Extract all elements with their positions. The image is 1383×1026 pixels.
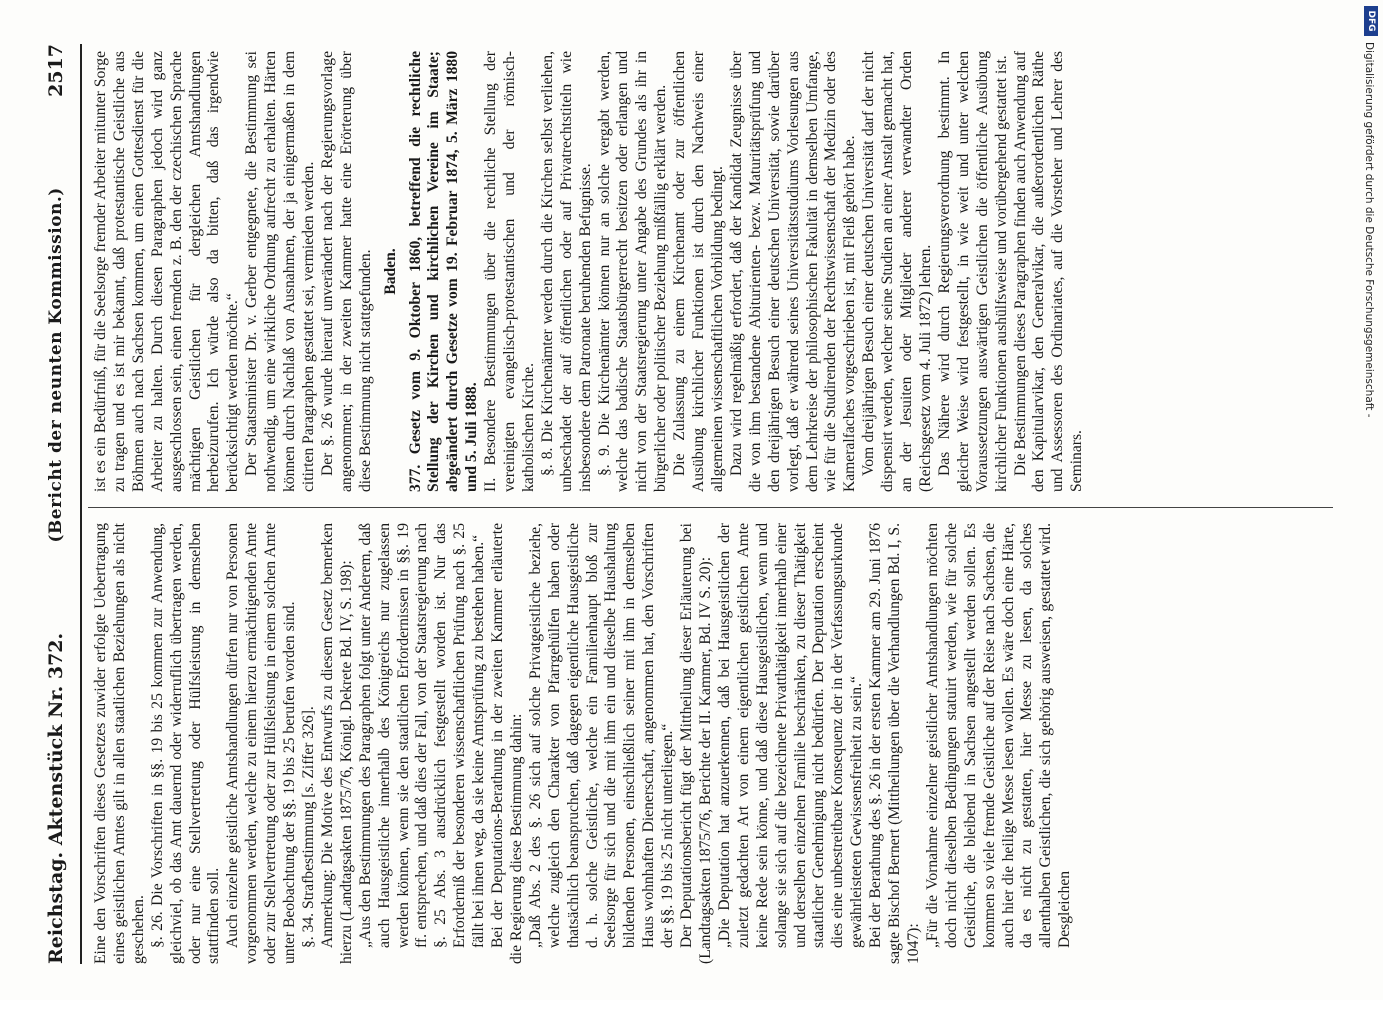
law-title: 377. Gesetz vom 9. Oktober 1860, betreffend die rechtliche Stellung der Kirchen und kirchlichen Vereine im Staate; abgeändert durch Gesetze vom 19. Februar 1874, 5. März 1880 und 5. Juli 1888. (406, 51, 481, 492)
paragraph: Dazu wird regelmäßig erfordert, daß der Kandidat Zeugnisse über die von ihm bestandene Abiturienten- bezw. Maturitätsprüfung und den dreijährigen Besuch einer deutschen Universität, sowie darüber vorlegt, daß er während seines Universitätsstudiums Vorlesungen aus dem Lehrkreise der philosophischen Fakultät in demselben Umfange, wie für die Studirenden der Rechtswissenschaft der Medizin oder des Kameralfaches vorgeschrieben ist, mit Fleiß gehört habe. (727, 51, 859, 492)
digitization-credit (1361, 42, 1377, 1026)
paragraph: Der Staatsminister Dr. v. Gerber entgegnete, die Bestimmung sei nothwendig, um eine wirkliche Ordnung aufrecht zu erhalten. Härten können durch Nachlaß von Ausnahmen, der ja einigermaßen in dem citirten Paragraphen gestattet sei, vermieden werden. (243, 51, 317, 492)
paragraph: Der §. 26 wurde hierauf unverändert nach der Regierungsvorlage angenommen; in der zweiten Kammer hatte eine Erörterung über diese Bestimmung nicht stattgefunden. (318, 51, 374, 492)
paragraph: Vom dreijährigen Besuch einer deutschen Universität darf der nicht dispensirt werden, welcher seine Studien an einer Anstalt gemacht hat, an der Jesuiten oder Mitglieder anderer verwandter Orden (Reichsgesetz vom 4. Juli 1872) lehren. (860, 51, 934, 492)
dfg-logo: DFG (1364, 6, 1378, 36)
header-rule (80, 44, 82, 964)
section-heading: Baden. (381, 248, 399, 295)
quote-paragraph: „Die Deputation hat anzuerkennen, daß bei Hausgeistlichen der zuletzt gedachten Art von einem eigentlichen geistlichen Amte keine Rede sein könne, und daß diese Hausgeistlichen, wenn und solange sie sich auf die bezeichnete Privatthätigkeit innerhalb einer und derselben einzelnen Familie beschränken, zu dieser Thätigkeit staatlicher Genehmigung nicht bedürfen. Der Deputation erscheint dies eine unbestreitbare Konsequenz der in der Verfassungsurkunde gewährleisteten Gewissensfreiheit zu sein.“ (715, 523, 866, 948)
quote-paragraph: „Daß Abs. 2 des §. 26 sich auf solche Privatgeistliche beziehe, welche zugleich den Charakter von Pfarrgehülfen haben oder thatsächlich beanspruchen, daß dagegen eigentliche Hausgeistliche d. h. solche Geistliche, welche ein Familienhaupt bloß zur Seelsorge für sich und die mit ihm ein und dieselbe Haushaltung bildenden Personen, einschließlich seiner mit ihm in demselben Haus wohnhaften Dienerschaft, angenommen hat, den Vorschriften der §§. 19 bis 25 nicht unterliegen.“ (526, 523, 677, 948)
paragraph: Das Nähere wird durch Regierungsverordnung bestimmt. In gleicher Weise wird festgestellt, in wie weit und unter welchen Voraussetzungen auswärtigen Geistlichen die öffentliche Ausübung kirchlicher Funktionen aushülfsweise und vorübergehend gestattet ist. (935, 51, 1010, 492)
paragraph: §. 8. Die Kirchenämter werden durch die Kirchen selbst verliehen, unbeschadet der auf öffentlichen oder auf Privatrechtstiteln wie insbesondere dem Patronate beruhenden Befugnisse. (538, 51, 594, 492)
paragraph: Auch einzelne geistliche Amtshandlungen dürfen nur von Personen vorgenommen werden, welche zu einem hierzu ermächtigenden Amte oder zur Stellvertretung oder zur Hülfsleistung in einem solchen Amte unter Beobachtung der §§. 19 bis 25 berufen worden sind. (224, 523, 299, 964)
left-column (92, 523, 1075, 964)
quote-paragraph: „Für die Vornahme einzelner geistlicher Amtshandlungen möchten doch nicht dieselben Bedingungen statuirt werden, wie für solche Geistliche, die bleibend in Sachsen angestellt werden sollen. Es kommen so viele fremde Geistliche auf der Reise nach Sachsen, die auch hier die heilige Messe lesen wollen. Es wäre doch eine Härte, da es nicht zu gestatten, hier Messe zu lesen, da solches allenthalben Geistlichen, die sich gehörig ausweisen, gestattet wird. Desgleichen (923, 523, 1074, 948)
paragraph: Eine den Vorschriften dieses Gesetzes zuwider erfolgte Uebertragung eines geistlichen Amtes gilt in allen staatlichen Beziehungen als nicht geschehen. (92, 523, 147, 964)
header-center: (Bericht der neunten Kommission.) (46, 187, 66, 543)
paragraph: Die Bestimmungen dieses Paragraphen finden auch Anwendung auf den Kapitularvikar, den Generalvikar, die außerordentlichen Räthe und Assessoren des Ordinariates, auf die Vorsteher und Lehrer des Seminars. (1011, 51, 1086, 492)
rotated-text-block (36, 44, 1348, 964)
column-separator (88, 507, 1333, 508)
paragraph: §. 34. Strafbestimmung [s. Ziffer 326]. (299, 706, 317, 948)
page-header (36, 44, 76, 964)
paragraph: ist es ein Bedürfniß, für die Seelsorge fremder Arbeiter mitunter Sorge zu tragen und es ist mir bekannt, daß protestantische Geistliche aus Böhmen auch nach Sachsen kommen, um einen Gottesdienst für die Arbeiter zu halten. Durch diesen Paragraphen jedoch wird ganz ausgeschlossen sein, einen fremden z. B. den der czechischen Sprache mächtigen Geistlichen für dergleichen Amtshandlungen herbeizurufen. Ich würde also da bitten, daß das irgendwie berücksichtigt werden möchte.“ (92, 51, 242, 492)
page-number: 2517 (45, 44, 67, 97)
paragraph: §. 9. Die Kirchenämter können nur an solche vergabt werden, welche das badische Staatsbürgerrecht besitzen oder erlangen und nicht von der Staatsregierung unter Angabe des Grundes als ihr in bürgerlicher oder politischer Beziehung mißfällig erklärt werden. (595, 51, 670, 492)
quote-paragraph: „Aus den Bestimmungen des Paragraphen folgt unter Anderem, daß auch Hausgeistliche innerhalb des Königreichs nur zugelassen werden können, wenn sie den staatlichen Erfordernissen in §§. 19 ff. entsprechen, und daß dies der Fall, von der Staatsregierung nach §. 25 Abs. 3 ausdrücklich festgestellt worden ist. Nur das Erforderniß der besonderen wissenschaftlichen Prüfung nach §. 25 fällt bei ihnen weg, da sie keine Amtsprüfung zu bestehen haben.“ (356, 523, 488, 948)
paragraph: Die Zulassung zu einem Kirchenamt oder zur öffentlichen Ausübung kirchlicher Funktionen ist durch den Nachweis einer allgemeinen wissenschaftlichen Vorbildung bedingt. (671, 51, 726, 492)
paragraph: Anmerkung: Die Motive des Entwurfs zu diesem Gesetz bemerken hierzu (Landtagsakten 1875/76, Königl. Dekrete Bd. IV, S. 198): (318, 523, 355, 964)
paragraph: Bei der Deputations-Berathung in der zweiten Kammer erläuterte die Regierung diese Bestimmung dahin: (489, 523, 525, 964)
credit-text: Digitalisierung gefördert durch die Deutsche Forschungsgemeinschaft - (1363, 42, 1375, 418)
paragraph: §. 26. Die Vorschriften in §§. 19 bis 25 kommen zur Anwendung, gleichviel, ob das Amt dauernd oder widerruflich übertragen werden, oder nur eine Stellvertretung oder Hülfsleistung in demselben stattfinden soll. (148, 523, 223, 964)
subsection-heading: II. Besondere Bestimmungen über die rechtliche Stellung der vereinigten evangelisch-protestantischen und der römisch-katholischen Kirche. (482, 51, 537, 492)
right-column (92, 51, 1087, 492)
paragraph: Bei der Berathung des §. 26 in der ersten Kammer am 29. Juni 1876 sagte Bischof Bernert (Mittheilungen über die Verhandlungen Bd. I, S. 1047): (867, 523, 922, 964)
paragraph: Der Deputationsbericht fügt der Mittheilung dieser Erläuterung bei (Landtagsakten 1875/76, Berichte der II. Kammer, Bd. IV S. 20): (678, 523, 714, 964)
header-left: Reichstag. Aktenstück Nr. 372. (45, 632, 67, 964)
